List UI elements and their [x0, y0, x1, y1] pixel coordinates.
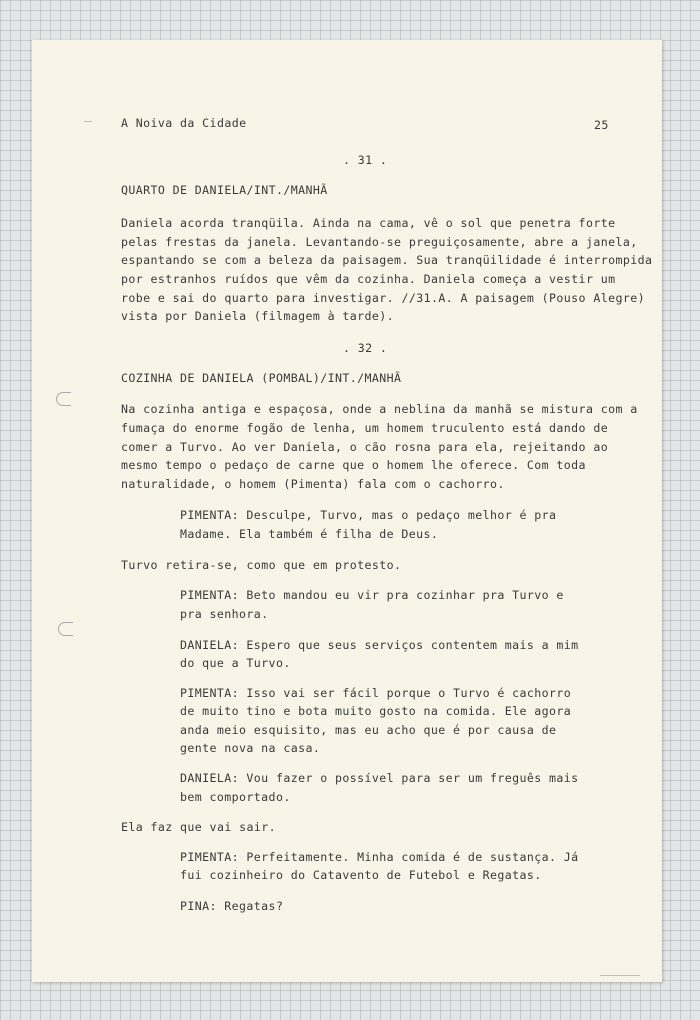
- action-line: comer a Turvo. Ao ver Daniela, o cão rosna para ela, rejeitando ao: [121, 440, 609, 454]
- action-line: robe e sai do quarto para investigar. //31.A. A paisagem (Pouso Alegre): [121, 291, 645, 305]
- document-title: A Noiva da Cidade: [121, 116, 247, 130]
- page-number: 25: [594, 118, 609, 132]
- dialogue-line: PIMENTA: Desculpe, Turvo, mas o pedaço melhor é pra: [180, 508, 557, 522]
- action-line: espantando se com a beleza da paisagem. Sua tranqüilidade é interrompida: [121, 253, 653, 267]
- dialogue-line: fui cozinheiro do Catavento de Futebol e Regatas.: [180, 868, 542, 882]
- scene-heading: QUARTO DE DANIELA/INT./MANHÃ: [121, 183, 328, 197]
- pencil-mark: [84, 121, 92, 122]
- action-line: Na cozinha antiga e espaçosa, onde a neblina da manhã se mistura com a: [121, 402, 638, 416]
- action-line: naturalidade, o homem (Pimenta) fala com o cachorro.: [121, 477, 505, 491]
- dialogue-line: PIMENTA: Isso vai ser fácil porque o Turvo é cachorro: [180, 686, 572, 700]
- dialogue-line: bem comportado.: [180, 790, 291, 804]
- dialogue-line: PIMENTA: Beto mandou eu vir pra cozinhar pra Turvo e: [180, 588, 564, 602]
- dialogue-line: DANIELA: Vou fazer o possível para ser um freguês mais: [180, 771, 579, 785]
- dialogue-line: anda meio esquisito, mas eu acho que é por causa de: [180, 723, 557, 737]
- dialogue-line: pra senhora.: [180, 607, 269, 621]
- binder-hole-mark: [58, 622, 73, 636]
- scene-heading: COZINHA DE DANIELA (POMBAL)/INT./MANHÃ: [121, 371, 402, 385]
- dialogue-line: PINA: Regatas?: [180, 899, 284, 913]
- action-line: por estranhos ruídos que vêm da cozinha. Daniela começa a vestir um: [121, 272, 616, 286]
- action-line: Daniela acorda tranqüila. Ainda na cama, vê o sol que penetra forte: [121, 216, 616, 230]
- action-line: fumaça do enorme fogão de lenha, um homem truculento está dando de: [121, 421, 609, 435]
- action-line: Ela faz que vai sair.: [121, 820, 276, 834]
- action-line: mesmo tempo o pedaço de carne que o homem lhe oferece. Com toda: [121, 458, 586, 472]
- dialogue-line: DANIELA: Espero que seus serviços contentem mais a mim: [180, 638, 579, 652]
- action-line: vista por Daniela (filmagem à tarde).: [121, 309, 395, 323]
- scene-number: . 31 .: [343, 153, 388, 167]
- action-line: Turvo retira-se, como que em protesto.: [121, 558, 402, 572]
- scene-number: . 32 .: [343, 341, 388, 355]
- dialogue-line: gente nova na casa.: [180, 741, 321, 755]
- binder-hole-mark: [56, 392, 71, 406]
- dialogue-line: do que a Turvo.: [180, 656, 291, 670]
- dialogue-line: Madame. Ela também é filha de Deus.: [180, 527, 439, 541]
- dialogue-line: de muito tino e bota muito gosto na comida. Ele agora: [180, 704, 572, 718]
- action-line: pelas frestas da janela. Levantando-se preguiçosamente, abre a janela,: [121, 235, 638, 249]
- pencil-mark: [600, 975, 640, 976]
- dialogue-line: PIMENTA: Perfeitamente. Minha comida é de sustança. Já: [180, 850, 579, 864]
